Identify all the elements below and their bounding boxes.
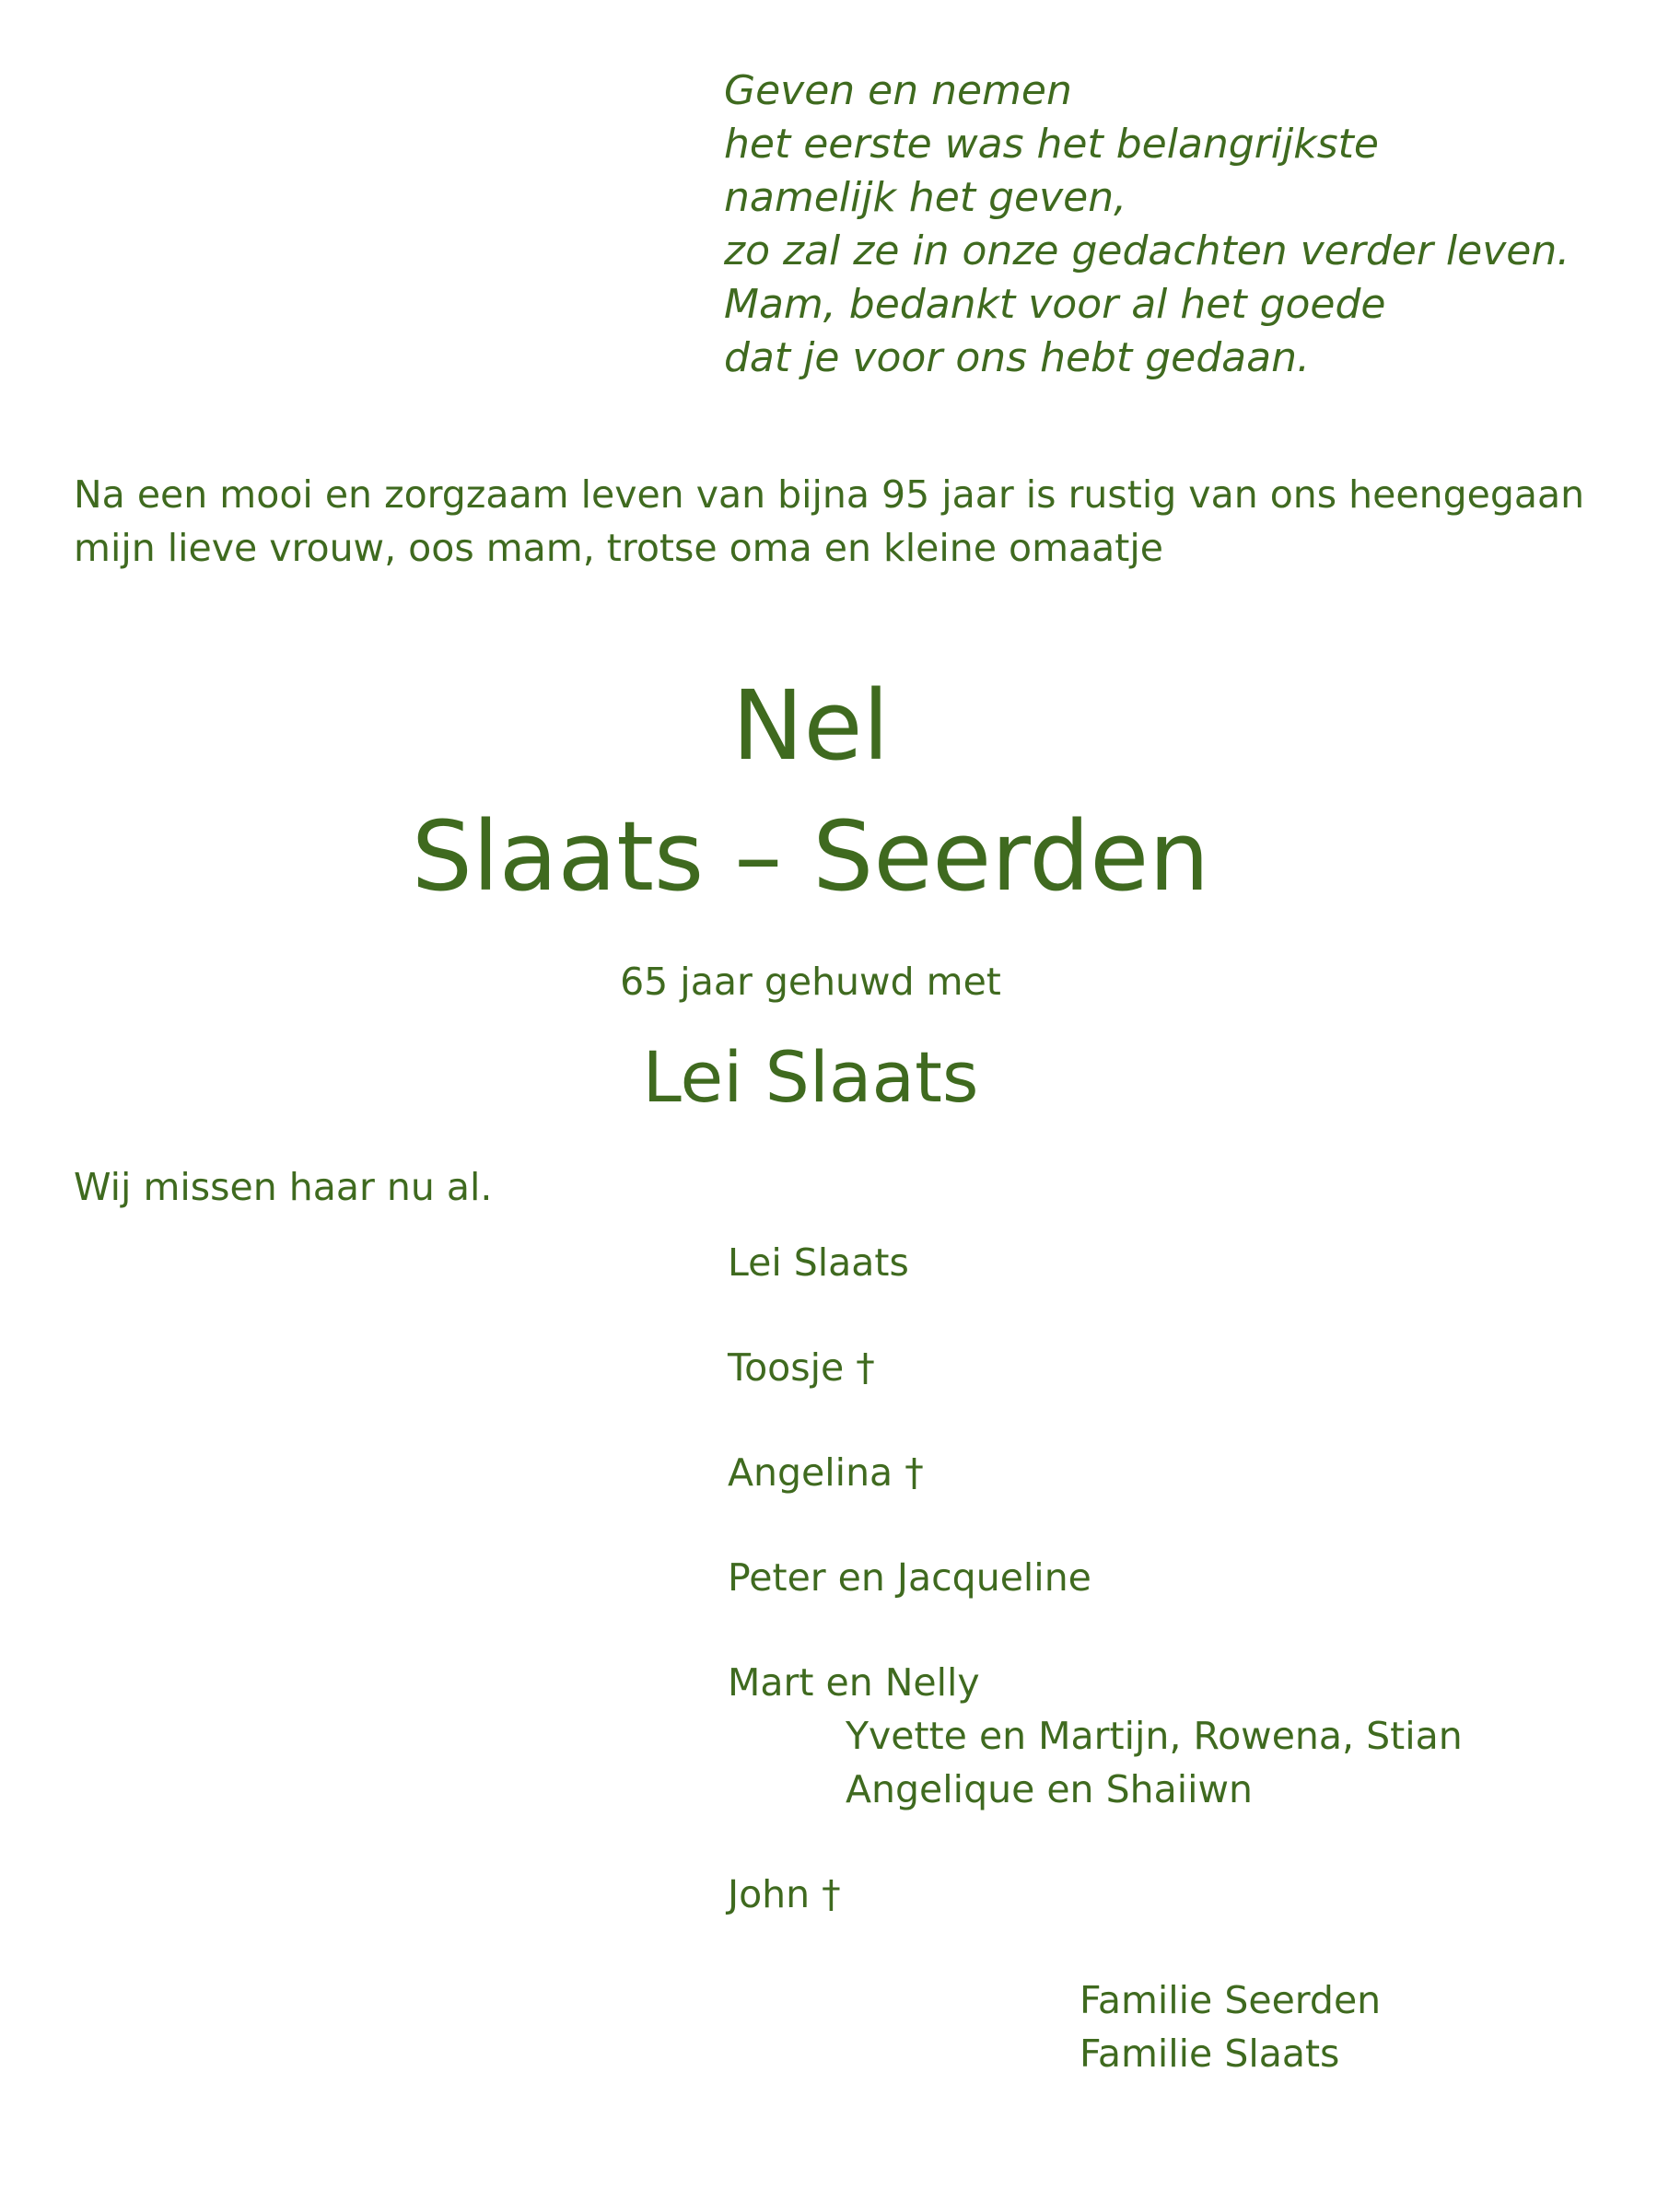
closing-line: Familie Seerden	[1080, 1978, 1382, 2022]
family-member-lei: Lei Slaats	[728, 1240, 909, 1285]
poem-line: dat je voor ons hebt gedaan.	[724, 334, 1310, 381]
first-name: Nel	[731, 669, 890, 782]
closing-families	[1080, 1973, 1381, 2080]
intro-text	[74, 468, 1584, 575]
poem-line: Mam, bedankt voor al het goede	[724, 281, 1386, 328]
family-member-john: John †	[728, 1872, 841, 1916]
poem	[724, 64, 1570, 385]
poem-line: het eerste was het belangrijkste	[724, 121, 1379, 168]
closing-line: Familie Slaats	[1080, 2032, 1340, 2076]
family-member-toosje: Toosje †	[728, 1345, 875, 1390]
spouse-name: Lei Slaats	[642, 1036, 979, 1118]
family-member-angelina: Angelina †	[728, 1450, 924, 1495]
intro-line: Na een mooi en zorgzaam leven van bijna 95 jaar is rustig van ons heengegaan	[74, 472, 1585, 517]
poem-line: Geven en nemen	[724, 67, 1072, 114]
family-grandchildren-1: Yvette en Martijn, Rowena, Stian	[846, 1714, 1463, 1758]
intro-line: mijn lieve vrouw, oos mam, trotse oma en kleine omaatje	[74, 526, 1163, 570]
poem-line: namelijk het geven,	[724, 174, 1127, 221]
family-grandchildren-2: Angelique en Shaiiwn	[846, 1767, 1254, 1811]
poem-line: zo zal ze in onze gedachten verder leven.	[724, 227, 1570, 274]
family-member-peter: Peter en Jacqueline	[728, 1555, 1091, 1600]
married-text: 65 jaar gehuwd met	[620, 960, 1001, 1004]
last-name: Slaats – Seerden	[411, 800, 1210, 913]
missen-text: Wij missen haar nu al.	[74, 1165, 493, 1209]
family-member-mart: Mart en Nelly	[728, 1660, 980, 1705]
